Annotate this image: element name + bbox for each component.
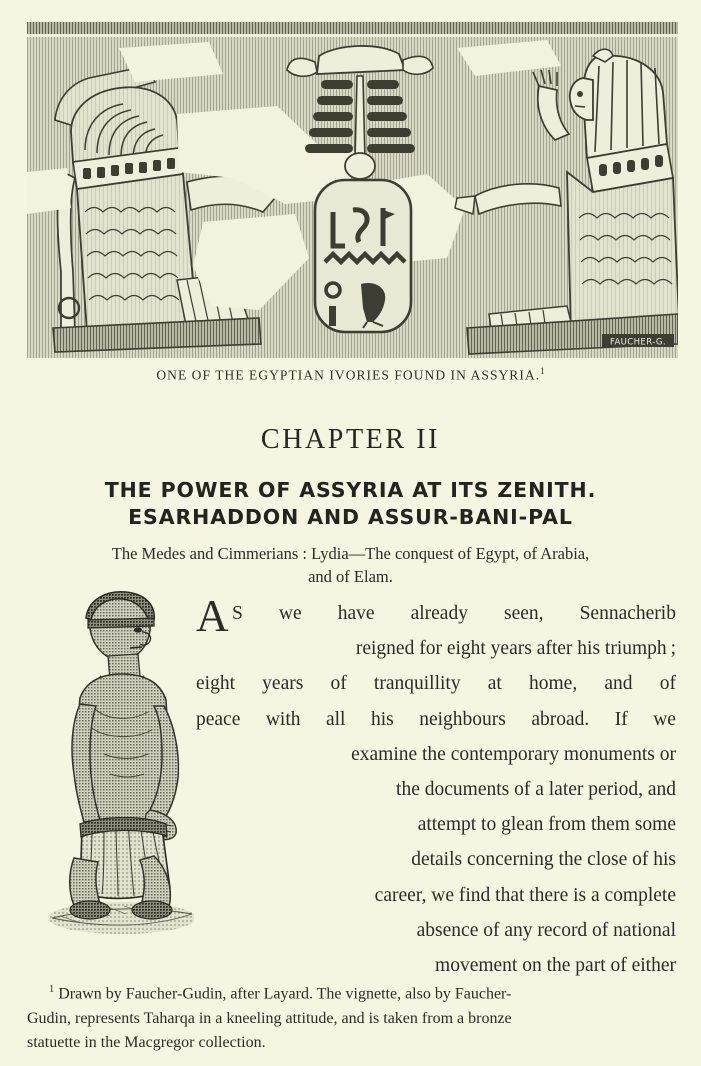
footnote-line-2: Gudin, represents Taharqa in a kneeling attitude, and is taken from a bronze (27, 1009, 512, 1027)
engraver-signature (602, 334, 674, 348)
body-word: all (325, 708, 346, 730)
chapter-number: CHAPTER II (260, 424, 441, 455)
body-word: tranquillity (373, 673, 461, 695)
footnote-line-1-text: $^1$ Drawn by Faucher-Gudin, after Layard. The vignette, also by Faucher- (49, 984, 512, 1003)
chapter-subtitle (36, 542, 665, 588)
chapter-title (0, 477, 701, 531)
plate-caption-text: ONE OF THE EGYPTIAN IVORIES FOUND IN ASSYRIA. (156, 367, 541, 383)
body-word: home, (529, 673, 578, 695)
body-line (196, 702, 676, 737)
body-line (196, 666, 676, 701)
body-word: abroad. (531, 708, 590, 730)
body-line: the documents of a later period, and (396, 778, 676, 800)
body-text (196, 591, 676, 983)
body-word: peace (196, 708, 241, 730)
body-lines (196, 591, 676, 983)
body-word: at (487, 673, 502, 695)
body-word: S (232, 603, 243, 624)
drop-cap: A (196, 591, 229, 641)
body-word: neighbours (419, 708, 506, 730)
body-line: attempt to glean from them some (417, 814, 676, 836)
body-line: reigned for eight years after his triumph ; (355, 638, 676, 660)
body-line: career, we find that there is a complete (374, 884, 676, 906)
body-line (196, 596, 676, 631)
body-word: seen, (504, 603, 544, 624)
body-word: have (337, 603, 375, 624)
footnote-line-3: statuette in the Macgregor collection. (27, 1034, 266, 1052)
body-line: movement on the part of either (435, 954, 676, 976)
svg-text:FAUCHER-G.: FAUCHER-G. (609, 337, 667, 348)
chapter-title-line-2: ESARHADDON AND ASSUR-BANI-PAL (128, 505, 573, 529)
body-word: Sennacherib (579, 603, 676, 624)
body-word: already (410, 603, 468, 624)
body-word: and (604, 673, 633, 695)
vignette-artwork (34, 588, 194, 940)
body-word: his (370, 708, 394, 730)
engraving-artwork (27, 22, 678, 358)
body-word: If (614, 708, 628, 730)
chapter-title-line-1: THE POWER OF ASSYRIA AT ITS ZENITH. (104, 478, 597, 502)
body-word: of (330, 673, 347, 695)
body-word: we (653, 708, 676, 730)
body-word: with (265, 708, 301, 730)
taharqa-statuette-vignette (34, 588, 194, 940)
body-line: absence of any record of national (416, 919, 676, 941)
chapter-subtitle-line-2: and of Elam. (308, 567, 393, 586)
body-word: eight (196, 673, 235, 695)
body-word: we (278, 603, 302, 624)
body-word: of (659, 673, 676, 695)
body-line: details concerning the close of his (411, 849, 676, 871)
footnote-line-1 (27, 978, 679, 1007)
body-line: examine the contemporary monuments or (351, 743, 676, 765)
chapter-subtitle-line-1: The Medes and Cimmerians : Lydia—The conquest of Egypt, of Arabia, (111, 544, 590, 563)
egyptian-ivory-engraving (27, 22, 678, 358)
plate-caption (0, 366, 701, 384)
body-word: years (262, 673, 304, 695)
footnote-marker: 1 (49, 984, 55, 995)
plate-caption-footnote-marker: 1 (540, 366, 545, 376)
footnote (27, 978, 679, 1056)
